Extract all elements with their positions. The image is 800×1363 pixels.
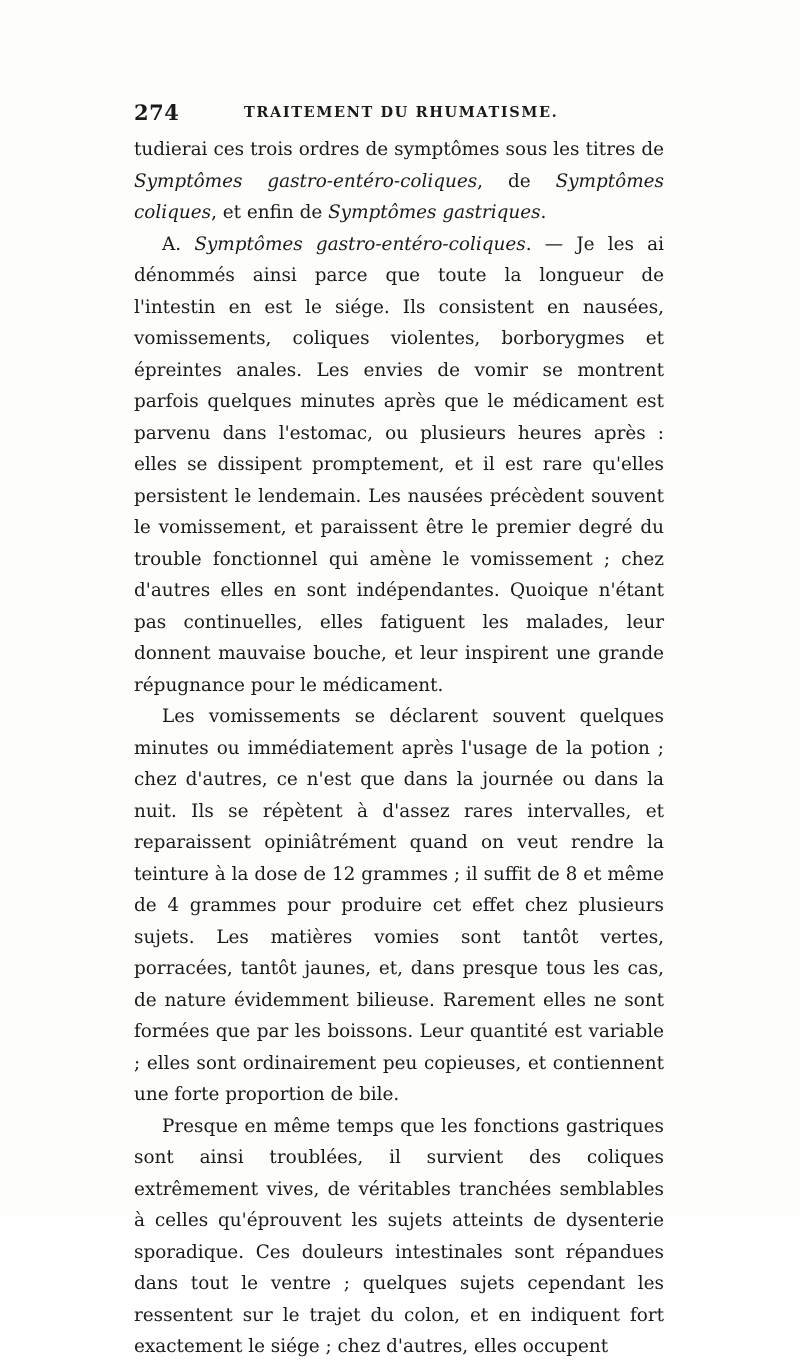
- italic-text-run: Symptômes coliques: [134, 170, 664, 223]
- italic-text-run: Symptômes gastro-entéro-coliques: [134, 170, 478, 192]
- text-run: A.: [162, 233, 195, 255]
- text-run: .: [540, 202, 547, 223]
- italic-text-run: Symptômes gastriques: [328, 202, 541, 223]
- text-run: tudierai ces trois ordres de symptômes sous les titres de: [134, 139, 664, 160]
- text-run: Les vomissements se déclarent souvent quelques minutes ou immédiatement après l'usage de la potion ; chez d'autres, ce n'est que dans la journée ou dans la nuit. Ils se répètent à d'assez rares intervalles, et reparaissent opiniâtrément quand on veut rendre la teinture à la dose de 12 grammes ; il suffit de 8 et même de 4 grammes pour produire cet effet chez plusieurs sujets. Les matières vomies sont tantôt vertes, porracées, tantôt jaunes, et, dans presque tous les cas, de nature évidemment bilieuse. Rarement elles ne sont formées que par les boissons. Leur quantité est variable ; elles sont ordinairement peu copieuses, et contiennent une forte proportion de bile.: [134, 706, 664, 1105]
- text-run: , de: [477, 170, 556, 192]
- text-run: , et enfin de: [211, 202, 329, 223]
- running-title: TRAITEMENT DU RHUMATISME.: [244, 104, 559, 121]
- paragraph: [134, 229, 664, 702]
- paragraph: [134, 1111, 664, 1363]
- italic-text-run: Symptômes gastro-entéro-coliques: [194, 233, 526, 255]
- body-text: [134, 134, 664, 1363]
- text-run: . — Je les ai dénommés ainsi parce que toute la longueur de l'intestin en est le siége. Ils consistent en nausées, vomissements, coliques violentes, borborygmes et épreintes anales. Les envies de vomir se montrent parfois quelques minutes après que le médicament est parvenu dans l'estomac, ou plusieurs heures après : elles se dissipent promptement, et il est rare qu'elles persistent le lendemain. Les nausées précèdent souvent le vomissement, et paraissent être le premier degré du trouble fonctionnel qui amène le vomissement ; chez d'autres elles en sont indépendantes. Quoique n'étant pas continuelles, elles fatiguent les malades, leur donnent mauvaise bouche, et leur inspirent une grande répugnance pour le médicament.: [134, 233, 664, 696]
- paragraph: [134, 701, 664, 1111]
- text-run: Presque en même temps que les fonctions gastriques sont ainsi troublées, il survient des coliques extrêmement vives, de véritables tranchées semblables à celles qu'éprouvent les sujets atteints de dysenterie sporadique. Ces douleurs intestinales sont répandues dans tout le ventre ; quelques sujets cependant les ressentent sur le trajet du colon, et en indiquent fort exactement le siége ; chez d'autres, elles occupent: [134, 1115, 664, 1357]
- page-number: 274: [134, 100, 180, 125]
- running-head: [134, 100, 664, 126]
- paragraph: [134, 134, 664, 229]
